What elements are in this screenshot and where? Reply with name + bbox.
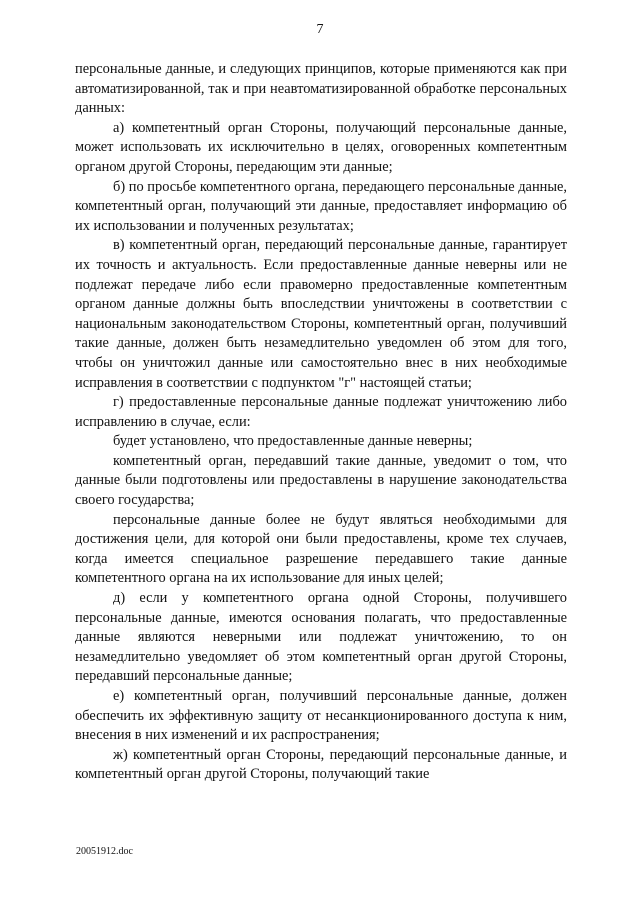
document-file-reference: 20051912.doc bbox=[76, 846, 133, 857]
page-number: 7 bbox=[316, 22, 324, 37]
paragraph-item-zh: ж) компетентный орган Стороны, передающий персональные данные, и компетентный орган другой Стороны, получающий такие bbox=[75, 746, 567, 783]
paragraph-item-g: г) предоставленные персональные данные подлежат уничтожению либо исправлению в случае, если: bbox=[75, 394, 567, 430]
paragraph-item-b: б) по просьбе компетентного органа, передающего персональные данные, компетентный орган, получающий эти данные, предоставляет информацию об их использовании и полученных результатах; bbox=[75, 178, 567, 234]
paragraph-continuation: персональные данные, и следующих принципов, которые применяются как при автоматизированной, так и при неавтоматизированной обработке персональных данных: bbox=[75, 61, 567, 117]
paragraph-item-e: е) компетентный орган, получивший персональные данные, должен обеспечить их эффективную защиту от несанкционированного доступа к ним, внесения в них изменений и их распространения; bbox=[75, 688, 567, 744]
paragraph-item-a: а) компетентный орган Стороны, получающий персональные данные, может использовать их исключительно в целях, оговоренных компетентным органом другой Стороны, передающим эти данные; bbox=[75, 119, 567, 175]
paragraph-item-d: д) если у компетентного органа одной Стороны, получившего персональные данные, имеются основания полагать, что предоставленные данные являются неверными или подлежат уничтожению, то он незамедлительно уведомляет об этом компетентный орган другой Стороны, передавший персональные данные; bbox=[75, 590, 567, 685]
body-text bbox=[75, 60, 567, 785]
paragraph-condition-2: компетентный орган, передавший такие данные, уведомит о том, что данные были подготовлены или предоставлены в нарушение законодательства своего государства; bbox=[75, 452, 567, 509]
paragraph-item-v: в) компетентный орган, передающий персональные данные, гарантирует их точность и актуальность. Если предоставленные данные неверны или не подлежат передаче либо если правомерно предоставленные компетентным органом данные должны быть впоследствии уничтожены в соответствии с национальным законодательством Стороны, компетентный орган, получивший такие данные, должен быть незамедлительно уведомлен об этом для того, чтобы он уничтожил данные или самостоятельно внес в них необходимые исправления в соответствии с подпунктом "г" настоящей статьи; bbox=[75, 237, 567, 391]
paragraph-condition-3: персональные данные более не будут являться необходимыми для достижения цели, для которой они были предоставлены, кроме тех случаев, когда имеется специальное разрешение передавшего такие данные компетентного органа на их использование для иных целей; bbox=[75, 511, 567, 587]
paragraph-condition-1: будет установлено, что предоставленные данные неверны; bbox=[113, 433, 473, 450]
